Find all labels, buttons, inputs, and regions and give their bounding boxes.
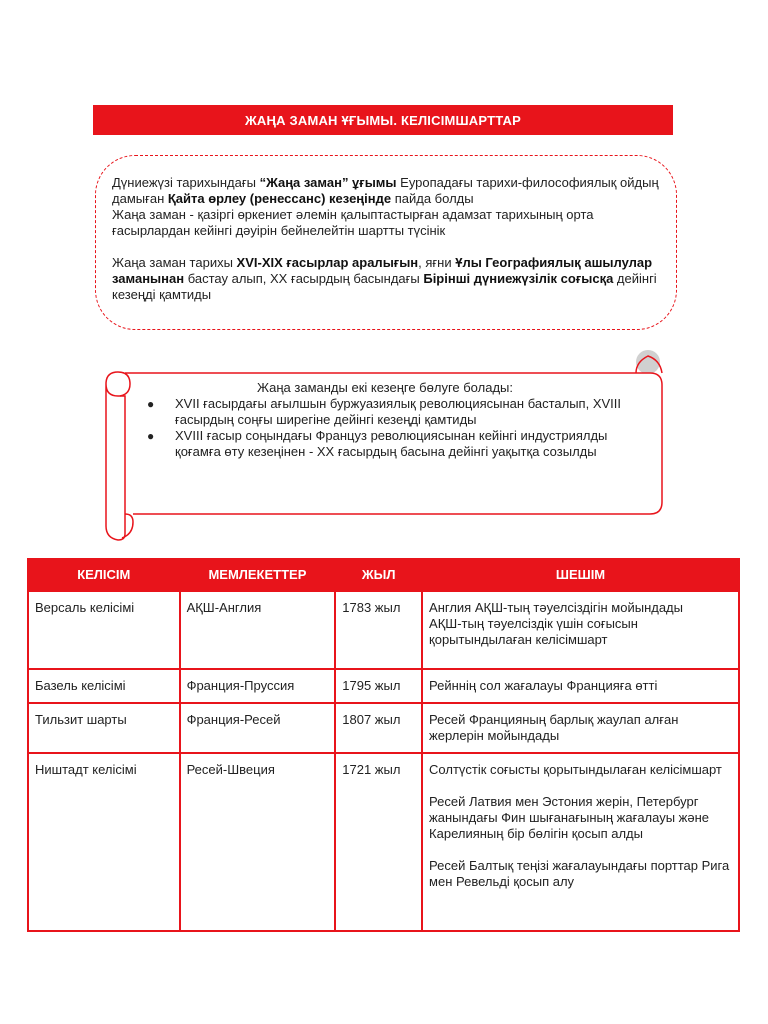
table-row (28, 703, 739, 753)
list-item: ● XVII ғасырдағы ағылшын буржуазиялық революциясынан басталып, XVIII ғасырдың соңғы ширегіне дейінгі кезеңді қамтиды (147, 396, 621, 427)
list-item: ● XVIII ғасыр соңындағы Француз революциясынан кейінгі индустриялды қоғамға өту кезеңінен - XX ғасырдың басына дейінгі уақытқа созылды (147, 428, 608, 459)
intro-paragraph-1: Дүниежүзі тарихындағы “Жаңа заман” ұғымы Еуропадағы тарихи-философиялық ойдың дамыған Қайта өрлеу (ренессанс) кезеңінде пайда болды (112, 175, 659, 206)
table-row (28, 753, 739, 931)
header-states: МЕМЛЕКЕТТЕР (180, 559, 336, 591)
cell-treaty: Базель келісімі (28, 669, 180, 703)
table-row (28, 591, 739, 669)
cell-treaty: Тильзит шарты (28, 703, 180, 753)
table-row (28, 669, 739, 703)
cell-year: 1807 жыл (335, 703, 422, 753)
cell-treaty: Ништадт келісімі (28, 753, 180, 931)
cell-decision: Солтүстік соғысты қорытындылаған келісімшарт Ресей Латвия мен Эстония жерін, Петербург жанындағы Фин шығанағының жағалауы және Карелияның бір бөлігін қосып алды Ресей Балтық теңізі жағалауындағы порттар Рига мен Ревельді қосып алу (422, 753, 739, 931)
cell-states: АҚШ-Англия (180, 591, 336, 669)
page-title: ЖАҢА ЗАМАН ҰҒЫМЫ. КЕЛІСІМШАРТТАР (93, 105, 673, 135)
periods-title: Жаңа заманды екі кезеңге бөлуге болады: (256, 380, 513, 395)
cell-decision: Англия АҚШ-тың тәуелсіздігін мойындады АҚШ-тың тәуелсіздік үшін соғысын қорытындылаған келісімшарт (422, 591, 739, 669)
cell-year: 1721 жыл (335, 753, 422, 931)
cell-decision: Рейннің сол жағалауы Францияға өтті (422, 669, 739, 703)
header-decision: ШЕШІМ (422, 559, 739, 591)
cell-year: 1783 жыл (335, 591, 422, 669)
cell-states: Франция-Ресей (180, 703, 336, 753)
periods-text (145, 380, 625, 460)
header-year: ЖЫЛ (335, 559, 422, 591)
periods-list (145, 396, 625, 460)
header-treaty: КЕЛІСІМ (28, 559, 180, 591)
intro-paragraph-2: Жаңа заман - қазіргі өркениет әлемін қалыптастырған адамзат тарихының орта ғасырлардан кейінгі дәуірін бейнелейтін шартты түсінік (112, 207, 594, 238)
scroll-roll-left (106, 372, 125, 540)
treaties-table (27, 558, 740, 932)
table-header-row (28, 559, 739, 591)
intro-paragraph-3: Жаңа заман тарихы XVI-XIX ғасырлар аралығын, яғни Ұлы Географиялық ашылулар заманынан бастау алып, XX ғасырдың басындағы Бірінші дүниежүзілік соғысқа дейінгі кезеңді қамтиды (112, 255, 657, 302)
cell-states: Ресей-Швеция (180, 753, 336, 931)
cell-decision: Ресей Францияның барлық жаулап алған жерлерін мойындады (422, 703, 739, 753)
cell-year: 1795 жыл (335, 669, 422, 703)
cell-treaty: Версаль келісімі (28, 591, 180, 669)
cell-states: Франция-Пруссия (180, 669, 336, 703)
